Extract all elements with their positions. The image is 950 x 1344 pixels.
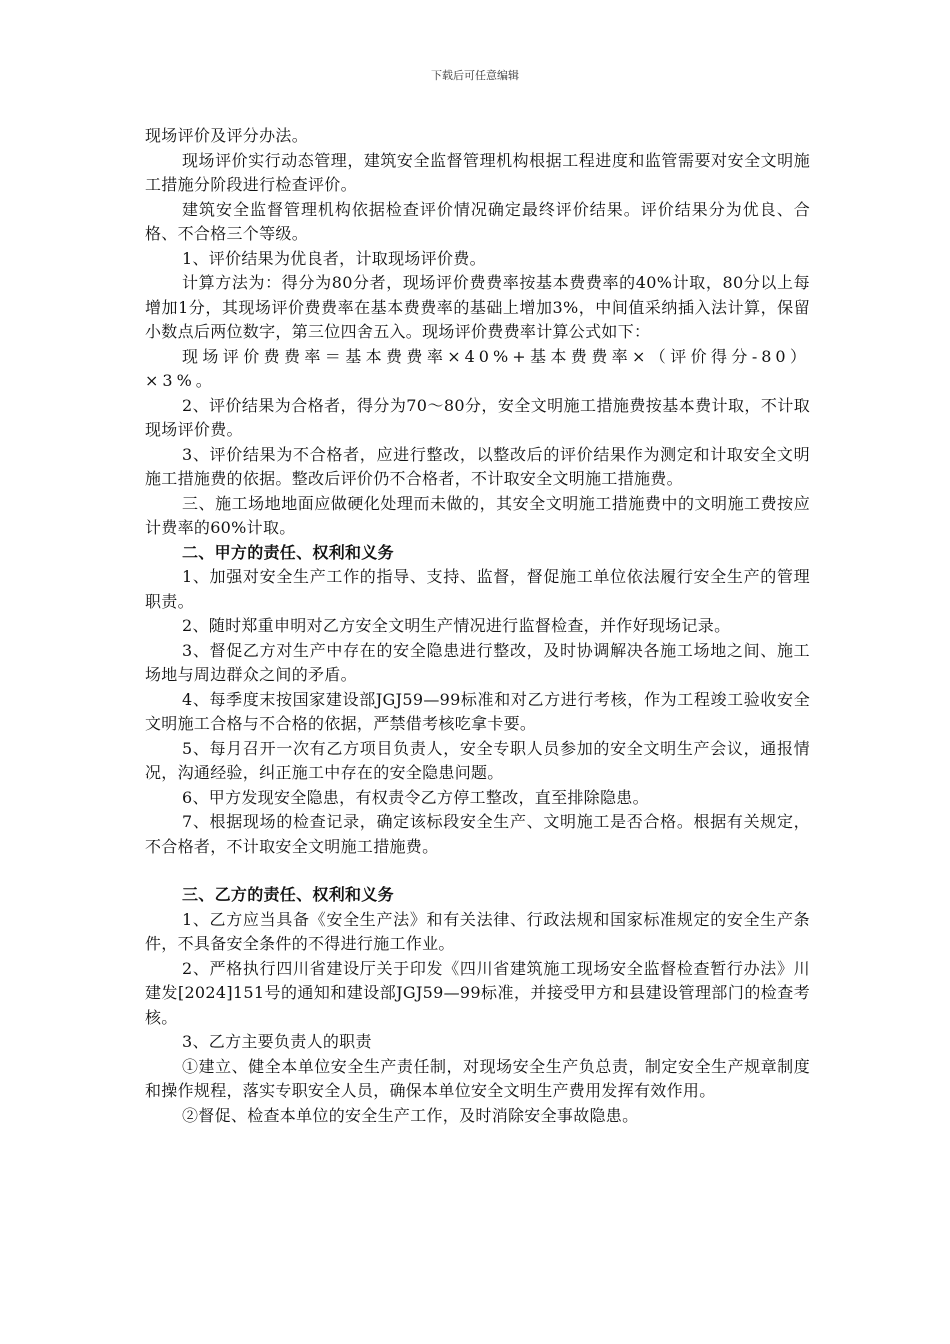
section-heading-party-b: 三、乙方的责任、权利和义务: [182, 885, 394, 904]
list-item-party-a-4: 4、每季度末按国家建设部JGJ59—99标准和对乙方进行考核，作为工程竣工验收安全文明施工合格与不合格的依据，严禁借考核吃拿卡要。: [145, 689, 810, 733]
paragraph-final-result: 建筑安全监督管理机构依据检查评价情况确定最终评价结果。评价结果分为优良、合格、不合格三个等级。: [145, 199, 810, 243]
list-item-party-a-2: 2、随时郑重申明对乙方安全文明生产情况进行监督检查，并作好现场记录。: [182, 616, 731, 635]
document-body: [145, 124, 810, 1128]
list-item-party-b-2: 2、严格执行四川省建设厅关于印发《四川省建筑施工现场安全监督检查暂行办法》川建发[2024]151号的通知和建设部JGJ59—99标准，并接受甲方和县建设管理部门的检查考核。: [145, 958, 810, 1027]
list-item-party-a-5: 5、每月召开一次有乙方项目负责人，安全专职人员参加的安全文明生产会议，通报情况，沟通经验，纠正施工中存在的安全隐患问题。: [145, 738, 810, 782]
paragraph-site-hardening: 三、施工场地地面应做硬化处理而未做的，其安全文明施工措施费中的文明施工费按应计费率的60%计取。: [145, 493, 810, 537]
list-item-party-a-1: 1、加强对安全生产工作的指导、支持、监督，督促施工单位依法履行安全生产的管理职责。: [145, 567, 810, 611]
sub-item-responsibility-2: ②督促、检查本单位的安全生产工作，及时消除安全事故隐患。: [182, 1105, 639, 1125]
list-item-party-a-3: 3、督促乙方对生产中存在的安全隐患进行整改，及时协调解决各施工场地之间、施工场地与周边群众之间的矛盾。: [145, 640, 810, 684]
paragraph-calculation-method: 计算方法为：得分为80分者，现场评价费费率按基本费费率的40%计取，80分以上每增加1分，其现场评价费费率在基本费费率的基础上增加3%，中间值采纳插入法计算，保留小数点后两位数字，第三位四舍五入。现场评价费费率计算公式如下：: [145, 273, 810, 341]
list-item-party-b-1: 1、乙方应当具备《安全生产法》和有关法律、行政法规和国家标准规定的安全生产条件，不具备安全条件的不得进行施工作业。: [145, 909, 810, 953]
paragraph-intro-title: 现场评价及评分办法。: [145, 126, 309, 145]
page-header: 下载后可任意编辑: [431, 69, 519, 82]
paragraph-result-qualified: 2、评价结果为合格者，得分为70～80分，安全文明施工措施费按基本费计取，不计取现场评价费。: [145, 395, 810, 439]
paragraph-formula: 现场评价费费率＝基本费费率×40%+基本费费率×（评价得分-80）×3%。: [145, 346, 810, 390]
paragraph-result-excellent: 1、评价结果为优良者，计取现场评价费。: [182, 248, 486, 268]
list-item-party-b-3: 3、乙方主要负责人的职责: [182, 1032, 372, 1051]
section-heading-party-a: 二、甲方的责任、权利和义务: [182, 542, 394, 562]
sub-item-responsibility-1: ①建立、健全本单位安全生产责任制，对现场安全生产负总责，制定安全生产规章制度和操作规程，落实专职安全人员，确保本单位安全文明生产费用发挥有效作用。: [145, 1056, 810, 1100]
list-item-party-a-6: 6、甲方发现安全隐患，有权责令乙方停工整改，直至排除隐患。: [182, 787, 649, 807]
list-item-party-a-7: 7、根据现场的检查记录，确定该标段安全生产、文明施工是否合格。根据有关规定，不合格者，不计取安全文明施工措施费。: [145, 812, 810, 856]
paragraph-dynamic-management: 现场评价实行动态管理，建筑安全监督管理机构根据工程进度和监管需要对安全文明施工措施分阶段进行检查评价。: [145, 150, 810, 194]
paragraph-result-unqualified: 3、评价结果为不合格者，应进行整改，以整改后的评价结果作为测定和计取安全文明施工措施费的依据。整改后评价仍不合格者，不计取安全文明施工措施费。: [145, 444, 810, 488]
blank-line: [145, 859, 810, 883]
